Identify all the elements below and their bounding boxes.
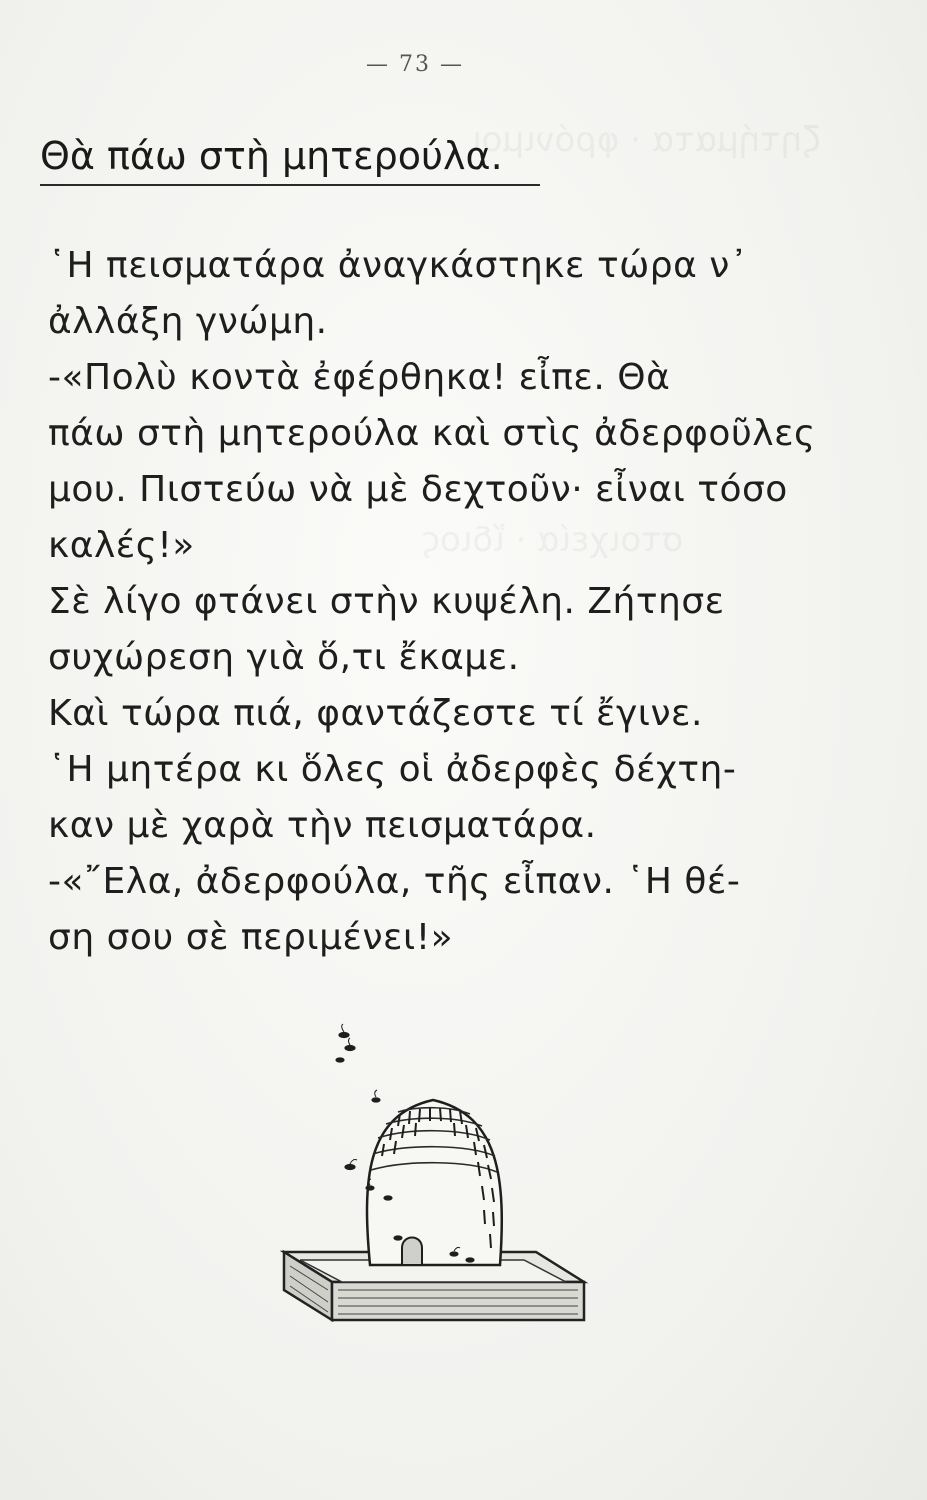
text-line: -«῎Ελα, ἀδερφούλα, τῆς εἶπαν. ῾Η θέ- xyxy=(48,861,741,902)
story-text xyxy=(48,238,848,966)
text-line: Σὲ λίγο φτάνει στὴν κυψέλη. Ζήτησε xyxy=(48,581,725,622)
text-line: πάω στὴ μητερούλα καὶ στὶς ἀδερφοῦλες xyxy=(48,413,816,454)
text-line: καν μὲ χαρὰ τὴν πεισματάρα. xyxy=(48,805,597,846)
chapter-title: Θὰ πάω στὴ μητερούλα. xyxy=(40,134,503,178)
bleed-through-decoration: στοιχεία · ἴδιος xyxy=(420,520,684,560)
text-line: συχώρεση γιὰ ὅ,τι ἔκαμε. xyxy=(48,637,520,678)
bleed-through-decoration: ζητήματα · φρόνιμοι xyxy=(470,120,821,160)
text-line: ἀλλάξη γνώμη. xyxy=(48,301,328,342)
text-line: -«Πολὺ κοντὰ ἐφέρθηκα! εἶπε. Θὰ xyxy=(48,357,671,398)
text-line: ση σου σὲ περιμένει!» xyxy=(48,917,454,958)
beehive-icon xyxy=(278,1020,598,1350)
text-line: ῾Η πεισματάρα ἀναγκάστηκε τώρα ν᾽ xyxy=(48,245,749,286)
text-line: ῾Η μητέρα κι ὅλες οἱ ἀδερφὲς δέχτη- xyxy=(48,749,737,790)
page-number: — 73 — xyxy=(366,52,464,77)
text-line: Καὶ τώρα πιά, φαντάζεστε τί ἔγινε. xyxy=(48,693,703,734)
beehive-illustration xyxy=(278,1020,598,1350)
text-line: μου. Πιστεύω νὰ μὲ δεχτοῦν· εἶναι τόσο xyxy=(48,469,788,510)
title-underline xyxy=(40,184,540,186)
text-line: καλές!» xyxy=(48,525,195,566)
